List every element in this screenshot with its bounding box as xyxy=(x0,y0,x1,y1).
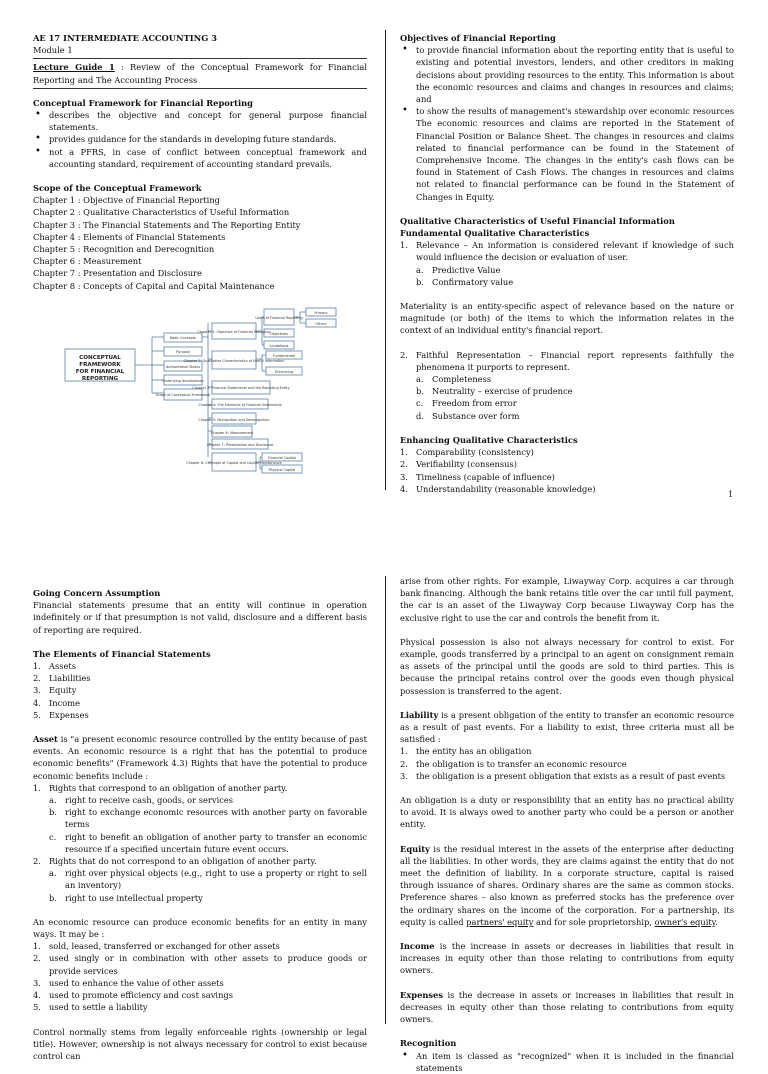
list-item: Chapter 3 : The Financial Statements and The Reporting Entity xyxy=(33,219,301,230)
diagram-label: Limitations xyxy=(269,344,289,348)
page2-right-column xyxy=(400,575,734,1074)
rights-sublist xyxy=(49,867,367,904)
list-item: 2. Verifiability (consensus) xyxy=(416,458,734,470)
list-item: Chapter 5 : Recognition and Derecognition xyxy=(33,244,215,255)
diagram-label: Enhancing xyxy=(275,370,293,374)
rights-text: Rights that correspond to an obligation of another party. xyxy=(49,782,288,793)
physical-possession-text: Physical possession is also not always necessary for control to exist. For example, goods transferred by a principal to an agent on consignment remain as assets of the principal until the goods are sold to third parties. This is because the principal retains control over the goods even though physical possession is transferred to the agent. xyxy=(400,636,734,696)
relevance-text: Relevance – An information is considered relevant if knowledge of such would influence the decision or evaluation of user. xyxy=(416,240,734,263)
diagram-label: Fundamental xyxy=(272,354,296,358)
list-item: 1. sold, leased, transferred or exchanged for other assets xyxy=(49,940,367,952)
relevance-sublist xyxy=(416,264,734,288)
going-concern-text: Financial statements presume that an entity will continue in operation indefinitely or if that presumption is not valid, disclosure and a different basis of reporting are required. xyxy=(33,600,367,635)
diagram-label: Chapter 8: Concepts of Capital and Capital Maintenance xyxy=(186,461,282,465)
recognition-list xyxy=(400,1050,734,1074)
page2-left-column xyxy=(33,587,367,1062)
list-item: • An item is classed as "recognized" when it is included in the financial statements xyxy=(416,1050,734,1074)
list-item xyxy=(49,855,367,904)
list-item: Chapter 4 : Elements of Financial Statements xyxy=(33,231,226,242)
svg-text:FOR FINANCIAL: FOR FINANCIAL xyxy=(75,369,125,375)
diagram-label: Chapter 6: Measurement xyxy=(210,431,254,435)
partners-equity: partners' equity xyxy=(466,916,534,927)
conceptual-framework-diagram xyxy=(60,305,350,480)
page1-right-column xyxy=(400,32,734,495)
course-title: AE 17 INTERMEDIATE ACCOUNTING 3 xyxy=(33,33,217,43)
diagram-label: Primary xyxy=(314,311,328,315)
diagram-label: Chapter 4: The Elements of Financial Statements xyxy=(198,403,282,407)
diagram-label: Basic Concepts xyxy=(170,336,196,340)
income-definition xyxy=(400,940,734,977)
divider xyxy=(33,88,367,89)
cf-bullet-list xyxy=(33,109,367,170)
diagram-label: Underlying Assumptions xyxy=(162,379,204,383)
lecture-guide xyxy=(33,61,367,85)
list-item: a. Predictive Value xyxy=(432,264,734,276)
page-number: 1 xyxy=(728,489,734,499)
list-item: d. Substance over form xyxy=(432,410,734,422)
enhancing-list xyxy=(400,446,734,495)
diagram-label: Authoritative Status xyxy=(165,365,201,369)
list-item: Chapter 6 : Measurement xyxy=(33,256,142,267)
materiality-text: Materiality is an entity-specific aspect of relevance based on the nature or magnitude (or both) of the items to which the information relates in the context of an individual entity's financial report. xyxy=(400,301,734,336)
control-text: Control normally stems from legally enforceable rights (ownership or legal title). However, ownership is not always necessary for control to exist because control can xyxy=(33,1026,367,1061)
diagram-label: Chapter 3: Financial Statements and the Reporting Entity xyxy=(192,386,290,390)
list-item: Chapter 8 : Concepts of Capital and Capital Maintenance xyxy=(33,280,275,291)
list-item: 4. Income xyxy=(49,697,367,709)
list-item: 3. Equity xyxy=(49,684,367,696)
list-item: 3. Timeliness (capable of influence) xyxy=(416,471,734,483)
rights-list xyxy=(33,782,367,904)
obligation-text: An obligation is a duty or responsibility that an entity has no practical ability to avoid. It is always owed to another party who could be a person or another entity. xyxy=(400,795,734,830)
svg-text:REPORTING: REPORTING xyxy=(81,376,119,382)
diagram-label: Chapter 1: Objective of Financial Reporting xyxy=(197,330,271,334)
list-item: • describes the objective and concept for general purpose financial statements. xyxy=(49,109,367,133)
faithful-text: Faithful Representation – Financial report represents faithfully the phenomena it purports to represent. xyxy=(416,349,734,372)
equity-text: . xyxy=(715,916,718,927)
equity-text: and for sole proprietorship, xyxy=(533,916,655,927)
equity-term: Equity xyxy=(400,843,430,854)
list-item: • to provide financial information about the reporting entity that is useful to existing and potential investors, lenders, and other creditors in making decisions about providing resources to the entity. This information is about the economic resources and claims and changes in resources and claims; and xyxy=(416,44,734,105)
faithful-sublist xyxy=(416,373,734,422)
list-item: c. Freedom from error xyxy=(432,397,734,409)
expenses-text: is the decrease in assets or increases in liabilities that result in decreases in equity other than those relating to contributions from equity owners. xyxy=(400,989,734,1025)
diagram-label: Others xyxy=(315,322,327,326)
cf-heading: Conceptual Framework for Financial Reporting xyxy=(33,97,253,108)
list-item: • to show the results of management's stewardship over economic resources The economic resources and claims are reported in the Statement of Financial Position or Balance Sheet. The changes in resources and claims related to financial performance can be found in the Statement of Comprehensive Income. The changes in the entity's cash flows can be found in Statement of Cash Flows. The changes in resources and claims not related to financial performance can be found in the Statement of Changes in Equity. xyxy=(416,105,734,203)
qc-heading: Qualitative Characteristics of Useful Financial Information xyxy=(400,215,675,226)
module-label: Module 1 xyxy=(33,45,73,56)
list-item: 3. used to enhance the value of other assets xyxy=(49,977,367,989)
scope-heading: Scope of the Conceptual Framework xyxy=(33,183,202,194)
enhancing-heading: Enhancing Qualitative Characteristics xyxy=(400,434,578,445)
elements-heading: The Elements of Financial Statements xyxy=(33,648,211,659)
owners-equity: owner's equity xyxy=(654,916,716,927)
diagram-label: Chapter 5: Recognition and Derecognition xyxy=(198,418,270,422)
rights-sublist xyxy=(49,794,367,855)
income-term: Income xyxy=(400,941,435,952)
page1-column-divider xyxy=(385,30,386,490)
list-item: b. right to exchange economic resources with another party on favorable terms xyxy=(65,806,367,830)
divider xyxy=(33,58,367,59)
list-item: 2. used singly or in combination with other assets to produce goods or provide services xyxy=(49,952,367,976)
list-item xyxy=(416,239,734,288)
chapter-list xyxy=(33,194,367,292)
diagram-label: Purpose xyxy=(176,350,190,354)
diagram-label: Physical Capital xyxy=(268,468,296,472)
fundamental-list xyxy=(400,239,734,288)
asset-text: is "a present economic resource controlled by the entity because of past events. An economic resource is a right that has the potential to produce economic benefits" (Framework 4.3) Rights that have the potential to produce economic benefits include : xyxy=(33,734,367,781)
list-item: 3. the obligation is a present obligation that exists as a result of past events xyxy=(416,770,734,782)
list-item: • not a PFRS, in case of conflict between conceptual framework and accounting standard, requirement of accounting standard prevails. xyxy=(49,146,367,170)
liability-text: is a present obligation of the entity to transfer an economic resource as a result of past events. For a liability to exist, three criteria must all be satisfied : xyxy=(400,709,734,745)
diagram-label: Objectives xyxy=(270,332,288,336)
list-item: a. Completeness xyxy=(432,373,734,385)
lecture-guide-text: : Review of the Conceptual Framework for Financial Reporting and The Accounting Process xyxy=(33,62,367,85)
list-item: a. right over physical objects (e.g., right to use a property or right to sell an inventory) xyxy=(65,867,367,891)
list-item: 4. Understandability (reasonable knowledge) xyxy=(416,483,734,495)
going-concern-heading: Going Concern Assumption xyxy=(33,588,161,598)
continuation-text: arise from other rights. For example, Liwayway Corp. acquires a car through bank financing. Although the bank retains title over the car until full payment, the car is an asset of the Liwayway Corp because Liwayway Corp has the exclusive right to use the car and controls the benefit from it. xyxy=(400,576,734,623)
list-item: Chapter 1 : Objective of Financial Reporting xyxy=(33,195,220,206)
recognition-heading: Recognition xyxy=(400,1038,457,1049)
page1-left-column xyxy=(33,32,367,292)
equity-definition xyxy=(400,843,734,928)
diagram-label: Scope of Conceptual Framework xyxy=(155,393,211,397)
page2-column-divider xyxy=(385,576,386,1024)
svg-text:FRAMEWORK: FRAMEWORK xyxy=(79,362,121,368)
list-item: Chapter 7 : Presentation and Disclosure xyxy=(33,268,202,279)
list-item: 2. Liabilities xyxy=(49,672,367,684)
list-item: 5. used to settle a liability xyxy=(49,1001,367,1013)
rights-text: Rights that do not correspond to an obligation of another party. xyxy=(49,856,317,867)
svg-text:CONCEPTUAL: CONCEPTUAL xyxy=(79,355,121,361)
equity-text: is the residual interest in the assets of the enterprise after deducting all the liabilities. In other words, they are claims against the entity that do not meet the definition of liability. In a corporate structure, capital is raised through issuance of shares. Ordinary shares are the same as common stocks. Preference shares – also known as preferred stocks has the preference over the ordinary shares on the income of the corporation. For a partnership, its equity is called xyxy=(400,843,734,927)
liability-term: Liability xyxy=(400,709,439,720)
diagram-label: Financial Capital xyxy=(268,456,296,460)
liability-definition xyxy=(400,709,734,746)
diagram-label: Chapter 2: Qualitative Characteristics of Useful Information xyxy=(183,359,285,363)
fqc-heading: Fundamental Qualitative Characteristics xyxy=(400,228,590,239)
asset-term: Asset xyxy=(33,734,58,745)
objectives-list xyxy=(400,44,734,203)
objectives-heading: Objectives of Financial Reporting xyxy=(400,33,556,43)
list-item: 4. used to promote efficiency and cost savings xyxy=(49,989,367,1001)
list-item: 1. Comparability (consistency) xyxy=(416,446,734,458)
list-item xyxy=(416,349,734,422)
economic-resource-text: An economic resource can produce economic benefits for an entity in many ways. It may be : xyxy=(33,916,367,940)
list-item: c. right to benefit an obligation of another party to transfer an economic resource if a specified uncertain future event occurs. xyxy=(65,831,367,855)
list-item xyxy=(49,782,367,855)
diagram-label: Users of Financial Reporting xyxy=(255,316,303,320)
expenses-term: Expenses xyxy=(400,989,444,1000)
diagram-label: Chapter 7: Presentation and Disclosure xyxy=(206,443,274,447)
list-item: b. Confirmatory value xyxy=(432,276,734,288)
list-item: • provides guidance for the standards in developing future standards. xyxy=(49,133,367,145)
economic-list xyxy=(33,940,367,1013)
list-item: 2. the obligation is to transfer an economic resource xyxy=(416,758,734,770)
list-item: Chapter 2 : Qualitative Characteristics of Useful Information xyxy=(33,207,290,218)
lecture-guide-label: Lecture Guide 1 xyxy=(33,62,115,73)
list-item: b. Neutrality – exercise of prudence xyxy=(432,385,734,397)
list-item: 1. Assets xyxy=(49,660,367,672)
liability-list xyxy=(400,745,734,782)
list-item: 1. the entity has an obligation xyxy=(416,745,734,757)
asset-definition xyxy=(33,733,367,782)
list-item: a. right to receive cash, goods, or services xyxy=(65,794,367,806)
faithful-list xyxy=(400,349,734,422)
list-item: b. right to use intellectual property xyxy=(65,892,367,904)
expenses-definition xyxy=(400,989,734,1026)
elements-list xyxy=(33,660,367,721)
list-item: 5. Expenses xyxy=(49,709,367,721)
income-text: is the increase in assets or decreases in liabilities that result in increases in equity other than those relating to contributions from equity owners. xyxy=(400,941,734,976)
